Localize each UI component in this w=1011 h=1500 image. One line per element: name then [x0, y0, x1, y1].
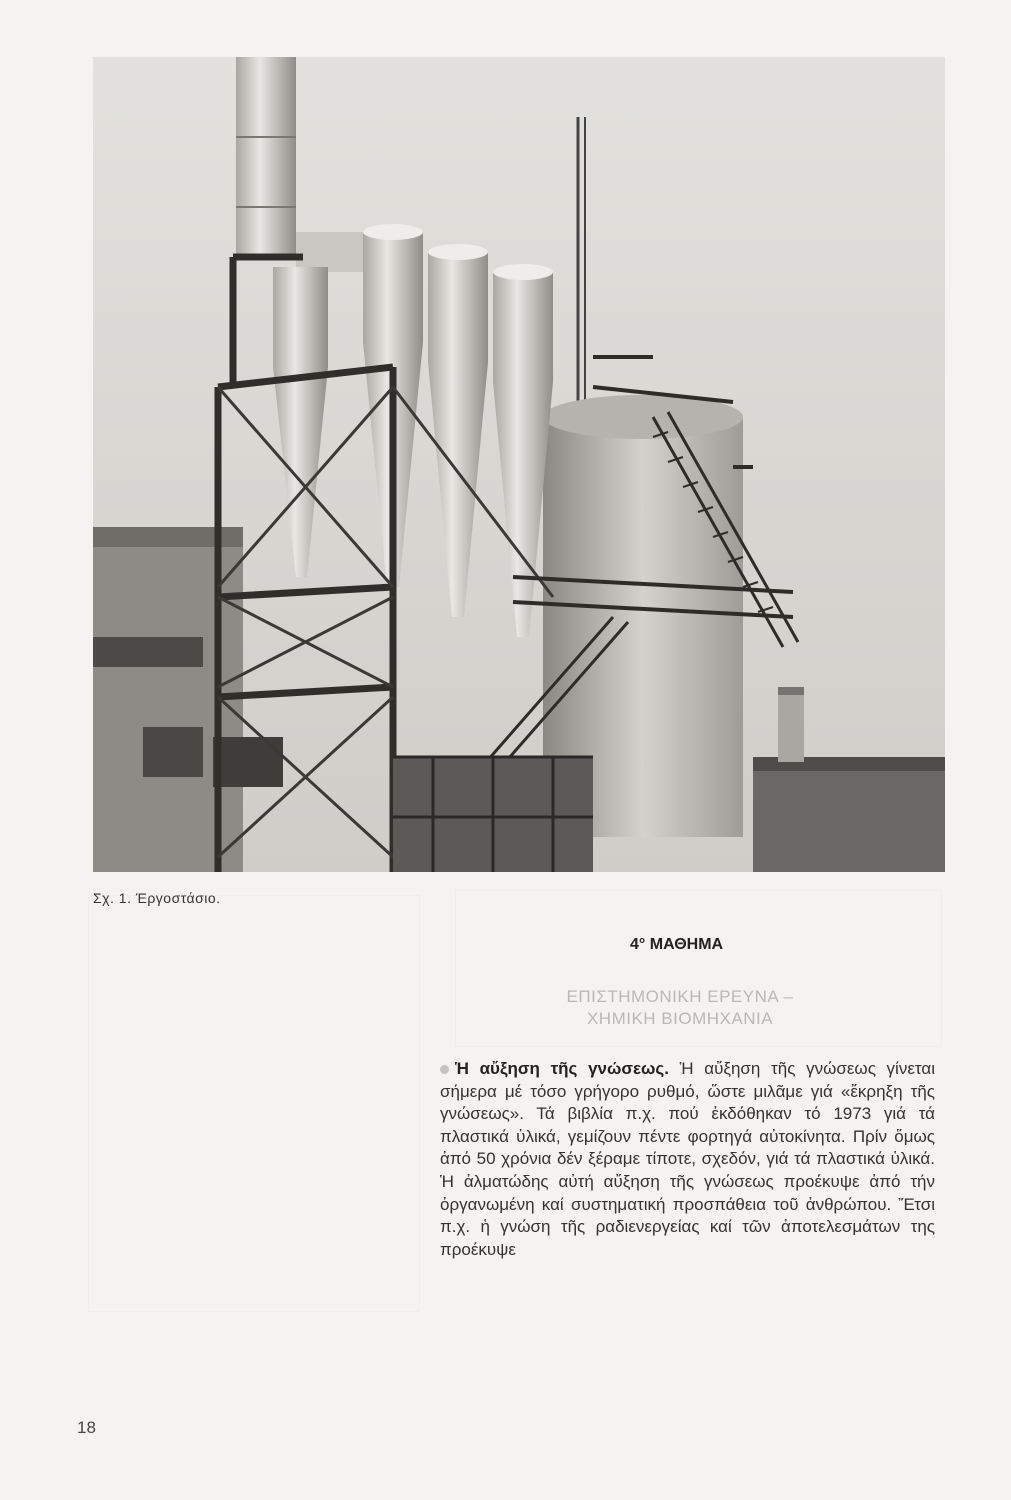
page-number: 18 [77, 1418, 96, 1437]
body-paragraph [440, 1058, 935, 1261]
lesson-subtitle-line2: ΧΗΜΙΚΗ ΒΙΟΜΗΧΑΝΙΑ [586, 1009, 774, 1028]
paragraph-lead: Ἡ αὔξηση τῆς γνώσεως. [455, 1059, 669, 1078]
lesson-number-title: 4° ΜΑΘΗΜΑ [630, 936, 724, 953]
lesson-subtitle [470, 986, 890, 1030]
factory-illustration [93, 57, 945, 872]
bullet-dot-icon [440, 1065, 449, 1074]
bleed-through-box [88, 895, 420, 1312]
factory-drawing [93, 57, 945, 872]
figure-caption: Σχ. 1. Έργοστάσιο. [93, 890, 221, 906]
lesson-subtitle-line1: ΕΠΙΣΤΗΜΟΝΙΚΗ ΕΡΕΥΝΑ – [566, 987, 794, 1006]
body-paragraph-block [440, 1058, 935, 1261]
paragraph-text: Ἡ αὔξηση τῆς γνώσεως γίνεται σήμερα μέ τόσο γρήγορο ρυθμό, ὥστε μιλᾶμε γιά «ἔκρηξη τῆς γνώσεως». Τά βιβλία π.χ. πού ἐκδόθηκαν τό 1973 γιά τά πλαστικά ὑλικά, γεμίζουν πέντε φορτηγά αὐτοκίνητα. Πρίν ὅμως ἀπό 50 χρόνια δέν ξέραμε τίποτε, σχεδόν, γιά τά πλαστικά ὑλικά. Ἡ ἀλματώδης αὐτή αὔξηση τῆς γνώσεως προέκυψε ἀπό τήν ὀργανωμένη καί συστηματική προσπάθεια τοῦ ἀνθρώπου. Ἔτσι π.χ. ἡ γνώση τῆς ραδιενεργείας καί τῶν ἀποτελεσμάτων της προέκυψε [440, 1059, 935, 1259]
